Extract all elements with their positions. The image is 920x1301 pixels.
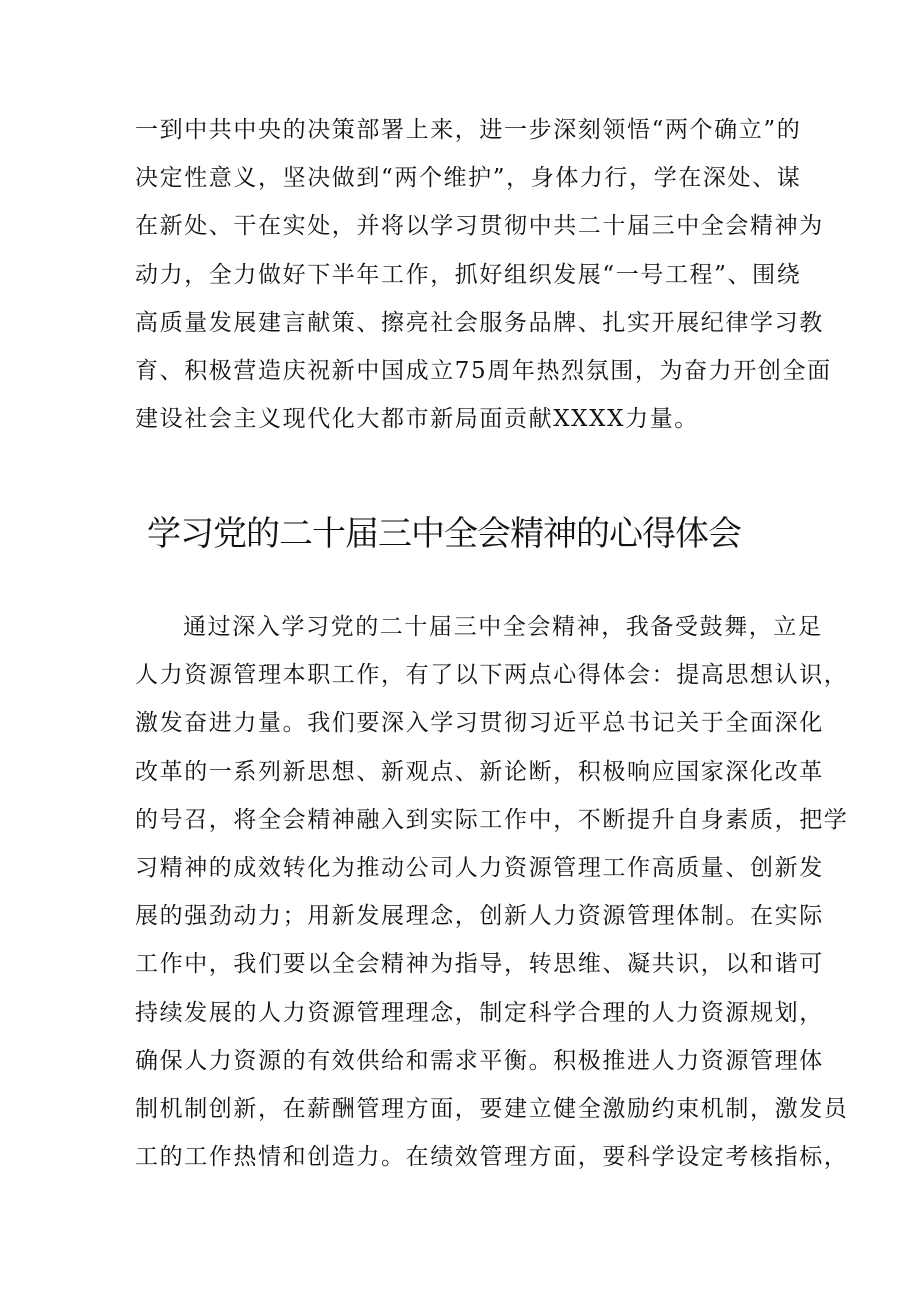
paragraph-line: 工的工作热情和创造力。在绩效管理方面，要科学设定考核指标，	[135, 1144, 849, 1171]
paragraph-line: 确保人力资源的有效供给和需求平衡。积极推进人力资源管理体	[135, 1047, 824, 1074]
paragraph-line: 激发奋进力量。我们要深入学习贯彻习近平总书记关于全面深化	[135, 710, 824, 737]
paragraph-line: 决定性意义，坚决做到“两个维护”，身体力行，学在深处、谋	[135, 165, 802, 192]
continued-paragraph	[135, 106, 832, 443]
paragraph-line: 一到中共中央的决策部署上来，进一步深刻领悟“两个确立”的	[135, 117, 802, 143]
main-paragraph	[135, 603, 849, 1181]
paragraph-line: 建设社会主义现代化大都市新局面贡献XXXX力量。	[135, 406, 699, 433]
paragraph-line: 持续发展的人力资源管理理念，制定科学合理的人力资源规划，	[135, 999, 824, 1026]
paragraph-line: 习精神的成效转化为推动公司人力资源管理工作高质量、创新发	[135, 854, 824, 881]
paragraph-line: 展的强劲动力；用新发展理念，创新人力资源管理体制。在实际	[135, 903, 824, 930]
paragraph-line: 在新处、干在实处，并将以学习贯彻中共二十届三中全会精神为	[135, 213, 824, 240]
paragraph-line: 工作中，我们要以全会精神为指导，转思维、凝共识，以和谐可	[135, 951, 824, 978]
paragraph-line: 改革的一系列新思想、新观点、新论断，积极响应国家深化改革	[135, 758, 824, 785]
paragraph-line: 制机制创新，在薪酬管理方面，要建立健全激励约束机制，激发员	[135, 1095, 849, 1122]
paragraph-line: 的号召，将全会精神融入到实际工作中，不断提升自身素质，把学	[135, 806, 849, 833]
paragraph-line: 动力，全力做好下半年工作，抓好组织发展“一号工程”、围绕	[135, 261, 802, 288]
section-heading: 学习党的二十届三中全会精神的心得体会	[147, 514, 741, 554]
paragraph-line: 育、积极营造庆祝新中国成立75周年热烈氛围，为奋力开创全面	[135, 357, 832, 384]
paragraph-line: 通过深入学习党的二十届三中全会精神，我备受鼓舞，立足	[183, 614, 823, 640]
paragraph-line: 人力资源管理本职工作，有了以下两点心得体会：提高思想认识，	[135, 662, 849, 689]
paragraph-line: 高质量发展建言献策、擦亮社会服务品牌、扎实开展纪律学习教	[135, 309, 824, 336]
